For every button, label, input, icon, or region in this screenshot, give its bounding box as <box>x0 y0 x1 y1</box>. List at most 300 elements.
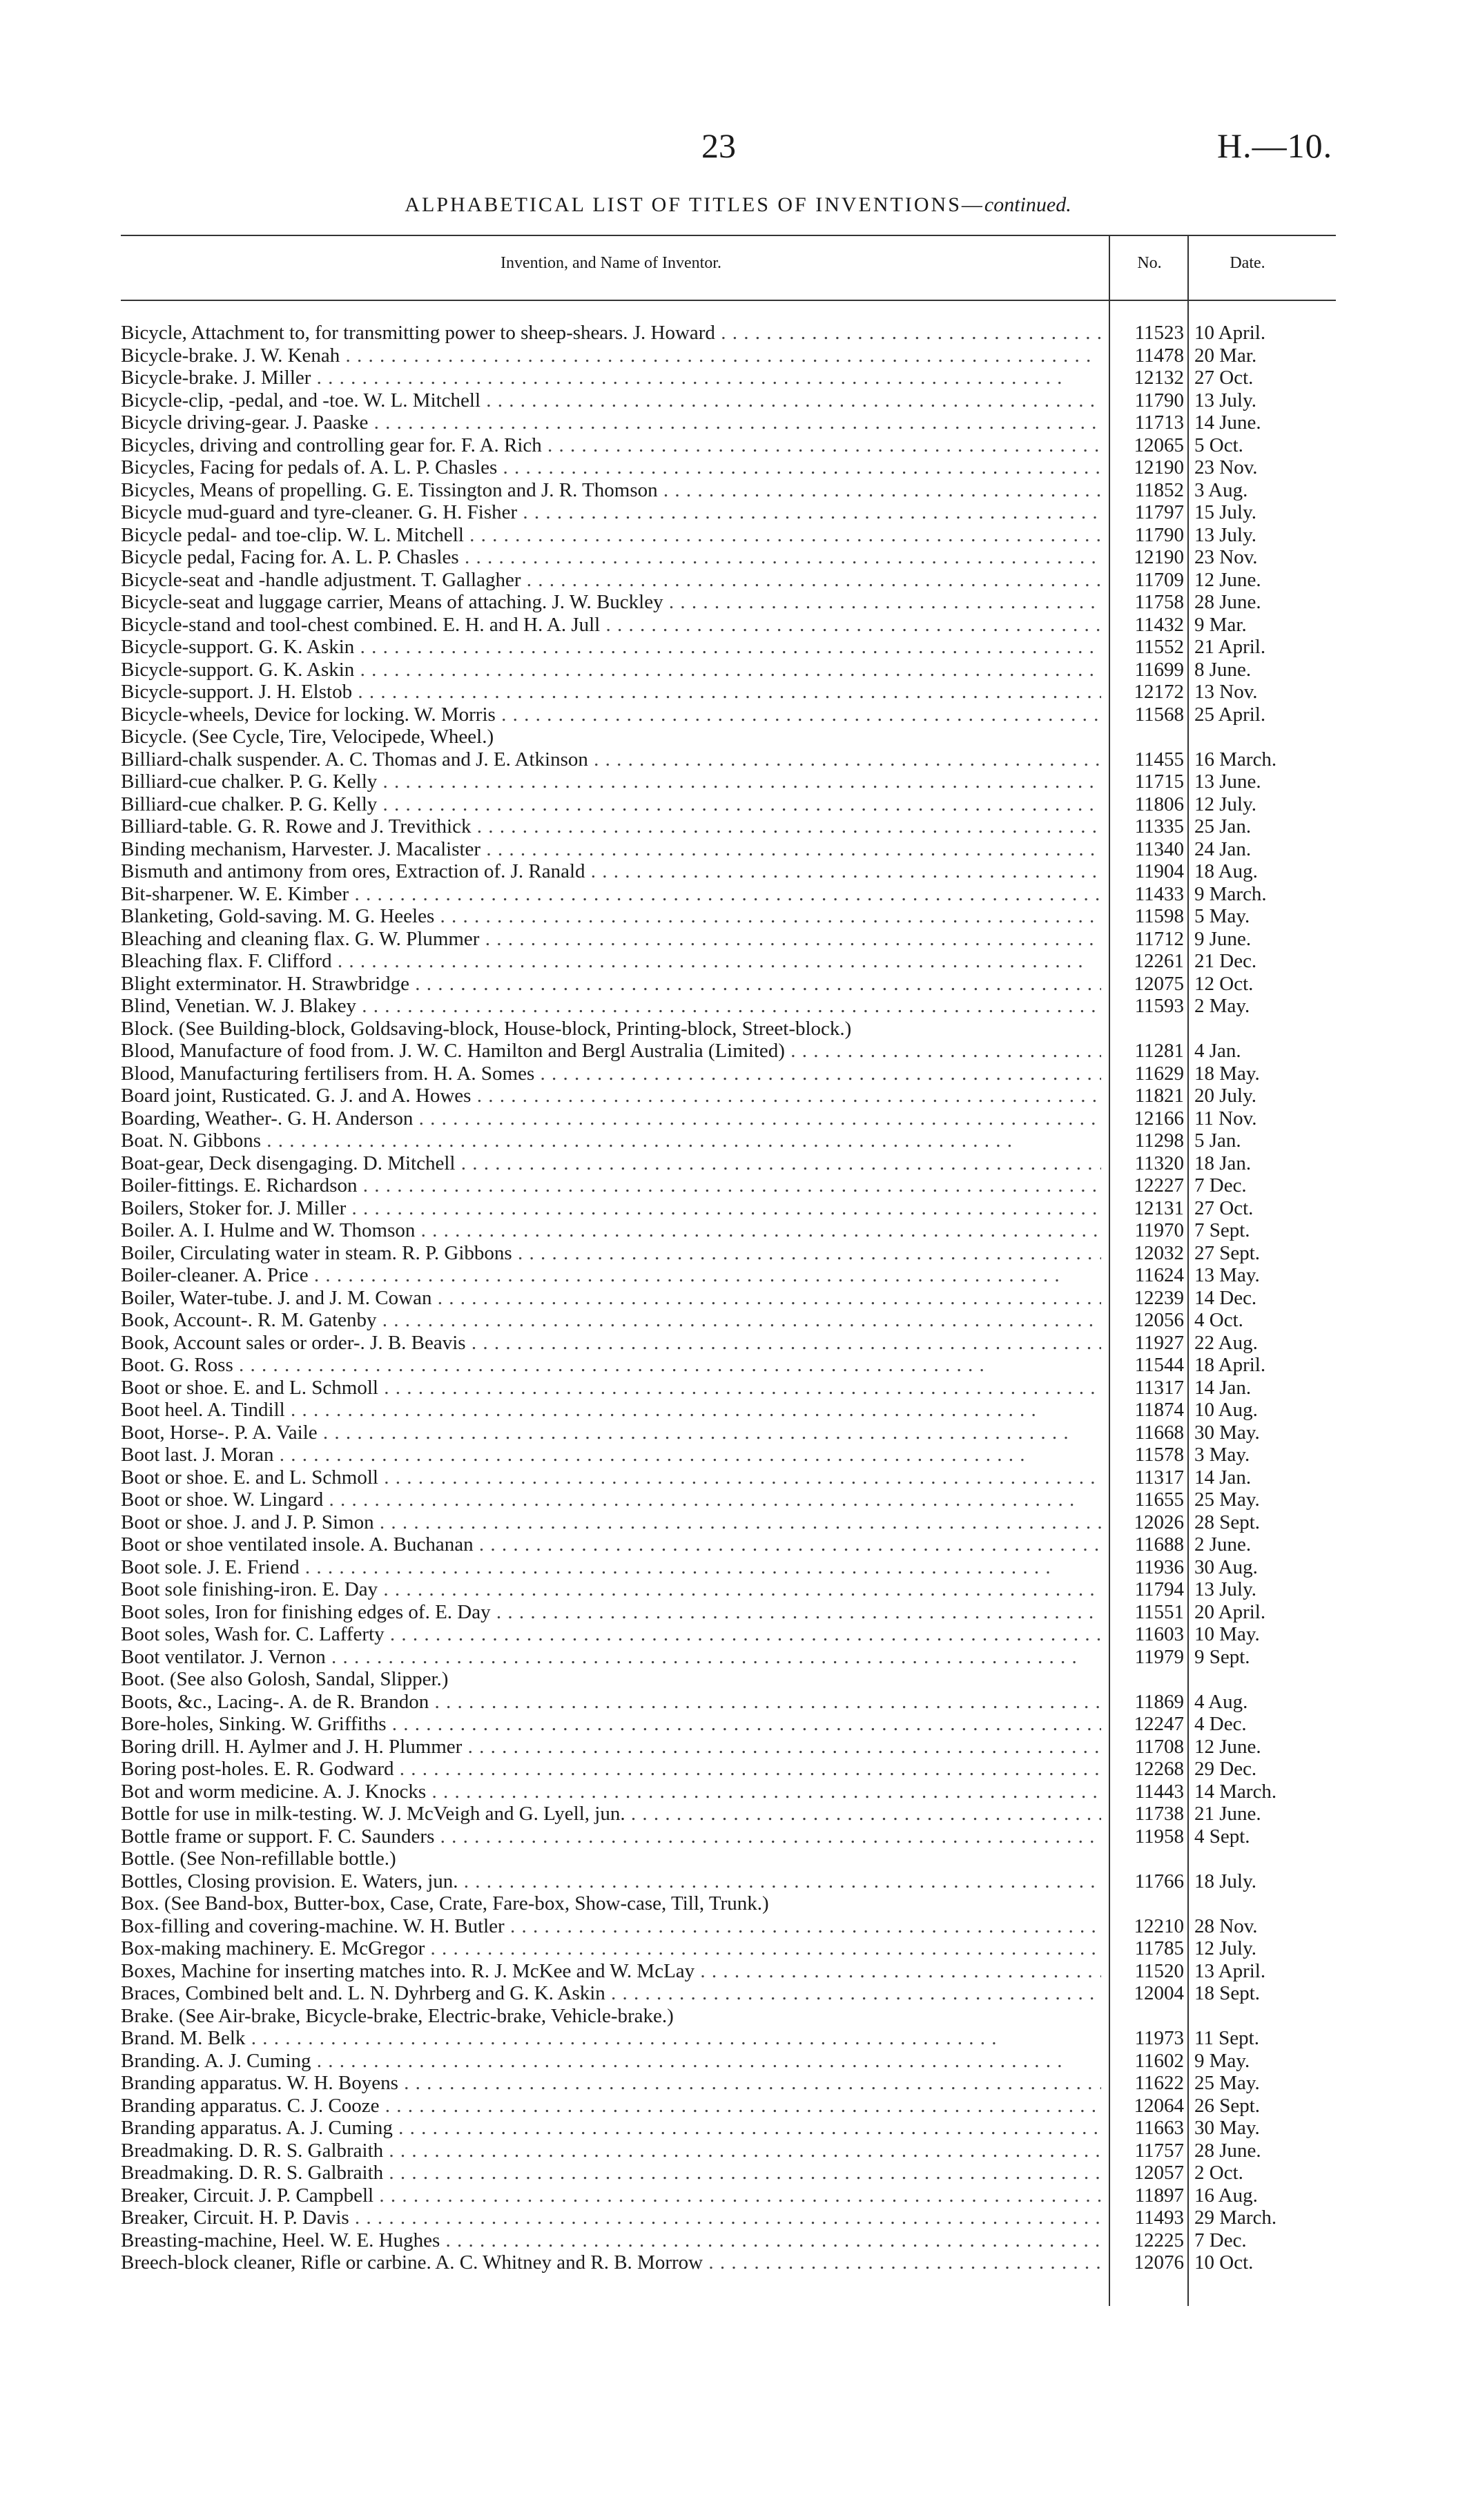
invention-date: 18 Aug. <box>1194 860 1258 882</box>
invention-date: 25 May. <box>1194 1489 1260 1511</box>
invention-title: Block. (See Building-block, Goldsaving-block, House-block, Printing-block, Street-block.) <box>121 1017 852 1040</box>
list-item <box>121 411 1336 434</box>
invention-number: 12190 <box>1134 456 1184 478</box>
list-item <box>121 1399 1336 1422</box>
invention-number: 11785 <box>1134 1937 1184 1959</box>
invention-number: 11551 <box>1134 1600 1184 1623</box>
list-item <box>121 1623 1336 1646</box>
invention-number: 11624 <box>1134 1264 1184 1286</box>
invention-number: 12065 <box>1134 434 1184 456</box>
invention-title: Boat. N. Gibbons . . <box>121 1130 1101 1152</box>
invention-date: 7 Dec. <box>1194 2229 1247 2251</box>
list-item <box>121 838 1336 861</box>
invention-number: 12032 <box>1134 1241 1184 1264</box>
invention-title: Boot sole finishing-iron. E. Day . . <box>121 1578 1101 1601</box>
list-item <box>121 1085 1336 1107</box>
invention-title: Bottles, Closing provision. E. Waters, jun. . . <box>121 1870 1101 1893</box>
invention-date: 8 June. <box>1194 658 1252 681</box>
list-item <box>121 1354 1336 1377</box>
invention-date: 5 Oct. <box>1194 434 1243 456</box>
invention-title: Boots, &c., Lacing-. A. de R. Brandon . . <box>121 1691 1101 1714</box>
invention-title: Binding mechanism, Harvester. J. Macalister . . <box>121 838 1101 861</box>
invention-number: 11715 <box>1134 770 1184 793</box>
list-item <box>121 2229 1336 2252</box>
list-item <box>121 434 1336 457</box>
invention-date: 13 July. <box>1194 1578 1256 1600</box>
list-item <box>121 1332 1336 1355</box>
list-item <box>121 793 1336 816</box>
list-item <box>121 2027 1336 2050</box>
list-item <box>121 2050 1336 2073</box>
list-item <box>121 659 1336 681</box>
invention-title: Bismuth and antimony from ores, Extraction of. J. Ranald . . <box>121 860 1101 883</box>
invention-date: 30 May. <box>1194 1421 1260 1444</box>
invention-number: 11298 <box>1134 1130 1184 1152</box>
list-item <box>121 1264 1336 1287</box>
invention-date: 20 April. <box>1194 1600 1266 1623</box>
invention-title: Blood, Manufacturing fertilisers from. H. A. Somes . . <box>121 1063 1101 1085</box>
list-item <box>121 1870 1336 1893</box>
invention-title: Bicycle, Attachment to, for transmitting power to sheep-shears. J. Howard . . <box>121 322 1101 345</box>
list-item <box>121 1466 1336 1489</box>
invention-title: Boilers, Stoker for. J. Miller . . <box>121 1197 1101 1220</box>
header-invention: Invention, and Name of Inventor. <box>501 254 721 272</box>
invention-date: 5 May. <box>1194 905 1250 927</box>
invention-date: 2 Oct. <box>1194 2162 1243 2184</box>
invention-title: Bicycle mud-guard and tyre-cleaner. G. H. Fisher . . <box>121 501 1101 524</box>
invention-title: Bore-holes, Sinking. W. Griffiths . . <box>121 1713 1101 1736</box>
invention-date: 5 Jan. <box>1194 1130 1241 1152</box>
invention-title: Boiler. A. I. Hulme and W. Thomson . . <box>121 1219 1101 1242</box>
document-reference: H.—10. <box>1217 126 1333 165</box>
invention-number: 11904 <box>1134 860 1184 882</box>
invention-number: 11478 <box>1134 344 1184 367</box>
invention-date: 28 June. <box>1194 591 1261 613</box>
invention-title: Branding apparatus. C. J. Cooze . . <box>121 2095 1101 2117</box>
invention-date: 16 March. <box>1194 748 1277 770</box>
invention-date: 28 June. <box>1194 2139 1261 2162</box>
list-item <box>121 501 1336 524</box>
list-title-main: ALPHABETICAL LIST OF TITLES OF INVENTIONS— <box>405 193 984 216</box>
list-item <box>121 1107 1336 1130</box>
invention-title: Bicycle-clip, -pedal, and -toe. W. L. Mitchell . . <box>121 389 1101 412</box>
invention-number: 11958 <box>1134 1825 1184 1848</box>
invention-date: 27 Oct. <box>1194 367 1254 389</box>
list-item <box>121 1982 1336 2005</box>
invention-number: 12172 <box>1134 681 1184 703</box>
invention-number: 11806 <box>1134 793 1184 815</box>
invention-title: Bit-sharpener. W. E. Kimber . . <box>121 883 1101 906</box>
invention-title: Boot or shoe. J. and J. P. Simon . . <box>121 1511 1101 1534</box>
invention-date: 28 Nov. <box>1194 1915 1258 1937</box>
invention-date: 18 Jan. <box>1194 1152 1252 1174</box>
invention-date: 10 Aug. <box>1194 1399 1258 1421</box>
list-title <box>0 193 1476 217</box>
invention-number: 11455 <box>1134 748 1184 770</box>
invention-title: Bicycle-stand and tool-chest combined. E. H. and H. A. Jull . . <box>121 614 1101 637</box>
invention-number: 12132 <box>1134 367 1184 389</box>
invention-number: 12190 <box>1134 546 1184 568</box>
invention-title: Boiler, Water-tube. J. and J. M. Cowan . . <box>121 1287 1101 1310</box>
invention-title: Blood, Manufacture of food from. J. W. C. Hamilton and Bergl Australia (Limited) . . <box>121 1040 1101 1063</box>
invention-number: 12004 <box>1134 1982 1184 2004</box>
invention-number: 11790 <box>1134 523 1184 546</box>
invention-number: 11738 <box>1134 1803 1184 1825</box>
invention-title: Box-filling and covering-machine. W. H. Butler . . <box>121 1915 1101 1938</box>
invention-title: Boot soles, Wash for. C. Lafferty . . <box>121 1623 1101 1646</box>
invention-title: Bicycle-brake. J. Miller . . <box>121 367 1101 389</box>
list-item <box>121 1287 1336 1310</box>
invention-date: 21 April. <box>1194 636 1266 658</box>
invention-date: 20 Mar. <box>1194 344 1257 367</box>
invention-date: 11 Nov. <box>1194 1107 1257 1130</box>
list-item <box>121 1152 1336 1175</box>
invention-title: Boiler, Circulating water in steam. R. P. Gibbons . . <box>121 1242 1101 1265</box>
invention-date: 29 Dec. <box>1194 1758 1257 1780</box>
invention-date: 24 Jan. <box>1194 837 1252 860</box>
invention-number: 11544 <box>1134 1354 1184 1376</box>
invention-date: 9 Mar. <box>1194 613 1247 636</box>
list-item <box>121 928 1336 951</box>
invention-title: Bleaching flax. F. Clifford . . <box>121 950 1101 973</box>
list-item <box>121 1915 1336 1938</box>
invention-title: Boat-gear, Deck disengaging. D. Mitchell . . <box>121 1152 1101 1175</box>
invention-number: 11281 <box>1134 1040 1184 1062</box>
invention-date: 30 Aug. <box>1194 1555 1258 1578</box>
invention-title: Bicycle-support. G. K. Askin . . <box>121 659 1101 681</box>
list-item <box>121 1691 1336 1714</box>
invention-number: 11493 <box>1134 2207 1184 2229</box>
invention-number: 11655 <box>1134 1489 1184 1511</box>
invention-number: 11520 <box>1134 1959 1184 1982</box>
invention-number: 11979 <box>1134 1645 1184 1668</box>
list-item <box>121 2072 1336 2095</box>
invention-number: 11699 <box>1134 658 1184 681</box>
list-item <box>121 860 1336 883</box>
invention-date: 22 Aug. <box>1194 1331 1258 1354</box>
list-item <box>121 569 1336 592</box>
list-item <box>121 1242 1336 1265</box>
list-item <box>121 614 1336 637</box>
invention-date: 25 Jan. <box>1194 815 1252 837</box>
invention-number: 11340 <box>1134 837 1184 860</box>
list-item <box>121 2184 1336 2207</box>
invention-title: Board joint, Rusticated. G. J. and A. Howes . . <box>121 1085 1101 1107</box>
list-item <box>121 1018 1336 1040</box>
invention-date: 9 March. <box>1194 882 1267 905</box>
invention-date: 13 May. <box>1194 1264 1260 1286</box>
invention-number: 11552 <box>1134 636 1184 658</box>
invention-date: 3 Aug. <box>1194 478 1248 501</box>
invention-number: 12261 <box>1134 950 1184 972</box>
invention-title: Breaker, Circuit. H. P. Davis . . <box>121 2207 1101 2229</box>
invention-title: Book, Account sales or order-. J. B. Beavis . . <box>121 1332 1101 1355</box>
invention-number: 11598 <box>1134 905 1184 927</box>
invention-number: 11523 <box>1134 322 1184 344</box>
invention-title: Boiler-cleaner. A. Price . . <box>121 1264 1101 1287</box>
invention-title: Bicycles, driving and controlling gear for. F. A. Rich . . <box>121 434 1101 457</box>
invention-title: Boot or shoe ventilated insole. A. Buchanan . . <box>121 1533 1101 1556</box>
invention-date: 18 May. <box>1194 1062 1260 1085</box>
invention-date: 7 Sept. <box>1194 1219 1250 1241</box>
invention-date: 4 Jan. <box>1194 1040 1241 1062</box>
invention-number: 12076 <box>1134 2251 1184 2274</box>
invention-number: 11708 <box>1134 1735 1184 1758</box>
invention-title: Boot last. J. Moran . . <box>121 1444 1101 1466</box>
list-item <box>121 1713 1336 1736</box>
invention-number: 11713 <box>1134 411 1184 434</box>
list-item <box>121 1309 1336 1332</box>
list-item <box>121 905 1336 928</box>
invention-date: 12 June. <box>1194 568 1261 591</box>
invention-date: 26 Sept. <box>1194 2094 1261 2117</box>
list-item <box>121 1063 1336 1085</box>
invention-date: 25 April. <box>1194 703 1266 726</box>
invention-title: Boring drill. H. Aylmer and J. H. Plummer . . <box>121 1736 1101 1758</box>
list-item <box>121 1668 1336 1691</box>
invention-date: 14 March. <box>1194 1780 1277 1803</box>
invention-title: Boot or shoe. W. Lingard . . <box>121 1489 1101 1511</box>
invention-number: 11668 <box>1134 1421 1184 1444</box>
invention-date: 27 Oct. <box>1194 1196 1254 1219</box>
list-item <box>121 2095 1336 2117</box>
list-item <box>121 973 1336 996</box>
header-number: No. <box>1137 254 1162 272</box>
invention-title: Box. (See Band-box, Butter-box, Case, Crate, Fare-box, Show-case, Till, Trunk.) <box>121 1892 769 1915</box>
inventions-list <box>121 322 1336 2274</box>
list-item <box>121 704 1336 726</box>
invention-number: 11712 <box>1134 927 1184 950</box>
invention-number: 11335 <box>1134 815 1184 837</box>
invention-title: Bottle frame or support. F. C. Saunders . . <box>121 1825 1101 1848</box>
list-item <box>121 1825 1336 1848</box>
header-date: Date. <box>1230 254 1265 272</box>
list-item <box>121 883 1336 906</box>
invention-title: Bot and worm medicine. A. J. Knocks . . <box>121 1781 1101 1803</box>
list-item <box>121 2207 1336 2229</box>
invention-number: 12064 <box>1134 2094 1184 2117</box>
invention-title: Bleaching and cleaning flax. G. W. Plummer . . <box>121 928 1101 951</box>
list-item <box>121 1960 1336 1983</box>
invention-date: 15 July. <box>1194 501 1256 523</box>
invention-title: Billiard-chalk suspender. A. C. Thomas and J. E. Atkinson . . <box>121 748 1101 771</box>
invention-title: Billiard-cue chalker. P. G. Kelly . . <box>121 793 1101 816</box>
invention-number: 11790 <box>1134 389 1184 411</box>
invention-date: 14 June. <box>1194 411 1261 434</box>
invention-title: Breasting-machine, Heel. W. E. Hughes . . <box>121 2229 1101 2252</box>
list-item <box>121 345 1336 367</box>
invention-number: 11578 <box>1134 1444 1184 1466</box>
list-item <box>121 1130 1336 1152</box>
invention-date: 4 Aug. <box>1194 1690 1248 1713</box>
list-item <box>121 1556 1336 1579</box>
invention-date: 12 July. <box>1194 1937 1256 1959</box>
invention-title: Bicycle-support. G. K. Askin . . <box>121 636 1101 659</box>
invention-number: 12210 <box>1134 1915 1184 1937</box>
invention-title: Bicycles, Means of propelling. G. E. Tissington and J. R. Thomson . . <box>121 479 1101 502</box>
invention-date: 12 Oct. <box>1194 972 1254 995</box>
invention-date: 18 July. <box>1194 1870 1256 1892</box>
invention-title: Blight exterminator. H. Strawbridge . . <box>121 973 1101 996</box>
invention-date: 14 Dec. <box>1194 1286 1257 1309</box>
invention-title: Boot heel. A. Tindill . . <box>121 1399 1101 1422</box>
invention-date: 10 May. <box>1194 1623 1260 1645</box>
invention-title: Box-making machinery. E. McGregor . . <box>121 1937 1101 1960</box>
invention-title: Breadmaking. D. R. S. Galbraith . . <box>121 2140 1101 2162</box>
invention-date: 10 April. <box>1194 322 1266 344</box>
invention-title: Bicycle. (See Cycle, Tire, Velocipede, Wheel.) <box>121 726 494 748</box>
invention-number: 11936 <box>1134 1555 1184 1578</box>
invention-date: 12 July. <box>1194 793 1256 815</box>
invention-date: 18 Sept. <box>1194 1982 1261 2004</box>
invention-date: 11 Sept. <box>1194 2027 1259 2049</box>
list-item <box>121 2140 1336 2162</box>
invention-title: Billiard-cue chalker. P. G. Kelly . . <box>121 770 1101 793</box>
list-item <box>121 389 1336 412</box>
invention-title: Book, Account-. R. M. Gatenby . . <box>121 1309 1101 1332</box>
list-item <box>121 950 1336 973</box>
list-item <box>121 367 1336 389</box>
list-item <box>121 1197 1336 1220</box>
invention-date: 28 Sept. <box>1194 1511 1261 1533</box>
invention-date: 7 Dec. <box>1194 1174 1247 1196</box>
invention-number: 11757 <box>1134 2139 1184 2162</box>
list-item <box>121 636 1336 659</box>
list-item <box>121 995 1336 1018</box>
invention-title: Bicycle pedal- and toe-clip. W. L. Mitchell . . <box>121 524 1101 547</box>
list-item <box>121 524 1336 547</box>
invention-title: Boot. (See also Golosh, Sandal, Slipper.) <box>121 1668 449 1690</box>
invention-title: Bicycle-wheels, Device for locking. W. Morris . . <box>121 704 1101 726</box>
list-item <box>121 2162 1336 2184</box>
invention-date: 29 March. <box>1194 2207 1277 2229</box>
invention-date: 4 Oct. <box>1194 1309 1243 1331</box>
invention-number: 11317 <box>1134 1466 1184 1489</box>
invention-date: 14 Jan. <box>1194 1376 1252 1399</box>
invention-number: 11869 <box>1134 1690 1184 1713</box>
list-item <box>121 1848 1336 1870</box>
invention-number: 12225 <box>1134 2229 1184 2251</box>
invention-date: 13 July. <box>1194 389 1256 411</box>
list-item <box>121 1444 1336 1466</box>
header-bottom-rule <box>121 300 1336 301</box>
list-item <box>121 815 1336 838</box>
invention-date: 2 May. <box>1194 995 1250 1017</box>
invention-number: 12026 <box>1134 1511 1184 1533</box>
list-item <box>121 1736 1336 1758</box>
list-item <box>121 2005 1336 2028</box>
invention-title: Branding. A. J. Cuming . . <box>121 2050 1101 2073</box>
invention-date: 30 May. <box>1194 2117 1260 2139</box>
invention-number: 11688 <box>1134 1533 1184 1555</box>
invention-title: Breadmaking. D. R. S. Galbraith . . <box>121 2162 1101 2184</box>
invention-number: 11970 <box>1134 1219 1184 1241</box>
invention-date: 14 Jan. <box>1194 1466 1252 1489</box>
invention-date: 16 Aug. <box>1194 2184 1258 2207</box>
invention-number: 11432 <box>1134 613 1184 636</box>
list-item <box>121 1219 1336 1242</box>
invention-title: Braces, Combined belt and. L. N. Dyhrberg and G. K. Askin . . <box>121 1982 1101 2005</box>
invention-title: Boot, Horse-. P. A. Vaile . . <box>121 1422 1101 1444</box>
header-top-rule <box>121 235 1336 236</box>
list-item <box>121 1758 1336 1781</box>
invention-title: Bottle. (See Non-refillable bottle.) <box>121 1848 396 1870</box>
invention-title: Branding apparatus. W. H. Boyens . . <box>121 2072 1101 2095</box>
list-item <box>121 1174 1336 1197</box>
invention-date: 4 Dec. <box>1194 1713 1247 1735</box>
list-item <box>121 1892 1336 1915</box>
invention-title: Boiler-fittings. E. Richardson . . <box>121 1174 1101 1197</box>
invention-title: Blind, Venetian. W. J. Blakey . . <box>121 995 1101 1018</box>
invention-date: 12 June. <box>1194 1735 1261 1758</box>
invention-title: Bicycles, Facing for pedals of. A. L. P. Chasles . . <box>121 456 1101 479</box>
list-item <box>121 1040 1336 1063</box>
list-item <box>121 1578 1336 1601</box>
invention-number: 11443 <box>1134 1780 1184 1803</box>
invention-date: 10 Oct. <box>1194 2251 1254 2274</box>
list-item <box>121 1601 1336 1624</box>
list-item <box>121 1489 1336 1511</box>
invention-number: 11709 <box>1134 568 1184 591</box>
list-item <box>121 1646 1336 1669</box>
invention-number: 11758 <box>1134 591 1184 613</box>
invention-date: 9 May. <box>1194 2049 1250 2072</box>
invention-number: 11973 <box>1134 2027 1184 2049</box>
invention-number: 11320 <box>1134 1152 1184 1174</box>
invention-date: 13 Nov. <box>1194 681 1258 703</box>
list-item <box>121 456 1336 479</box>
invention-number: 11603 <box>1134 1623 1184 1645</box>
invention-title: Boot sole. J. E. Friend . . <box>121 1556 1101 1579</box>
invention-title: Blanketing, Gold-saving. M. G. Heeles . . <box>121 905 1101 928</box>
invention-number: 12075 <box>1134 972 1184 995</box>
invention-title: Boot or shoe. E. and L. Schmoll . . <box>121 1377 1101 1399</box>
invention-title: Bicycle-brake. J. W. Kenah . . <box>121 345 1101 367</box>
invention-title: Bicycle driving-gear. J. Paaske . . <box>121 411 1101 434</box>
list-item <box>121 1781 1336 1803</box>
invention-number: 12056 <box>1134 1309 1184 1331</box>
invention-number: 11593 <box>1134 995 1184 1017</box>
invention-date: 3 May. <box>1194 1444 1250 1466</box>
invention-date: 21 Dec. <box>1194 950 1257 972</box>
invention-title: Boot ventilator. J. Vernon . . <box>121 1646 1101 1669</box>
invention-number: 11766 <box>1134 1870 1184 1892</box>
list-item <box>121 1377 1336 1399</box>
invention-title: Boring post-holes. E. R. Godward . . <box>121 1758 1101 1781</box>
invention-number: 12268 <box>1134 1758 1184 1780</box>
invention-number: 11629 <box>1134 1062 1184 1085</box>
invention-number: 11897 <box>1134 2184 1184 2207</box>
invention-date: 21 June. <box>1194 1803 1261 1825</box>
list-item <box>121 546 1336 569</box>
invention-date: 9 June. <box>1194 927 1252 950</box>
invention-title: Bicycle pedal, Facing for. A. L. P. Chasles . . <box>121 546 1101 569</box>
list-item <box>121 1511 1336 1534</box>
invention-date: 25 May. <box>1194 2072 1260 2094</box>
invention-date: 9 Sept. <box>1194 1645 1250 1668</box>
list-item <box>121 322 1336 345</box>
invention-title: Bicycle-seat and luggage carrier, Means of attaching. J. W. Buckley . . <box>121 591 1101 614</box>
invention-date: 23 Nov. <box>1194 546 1258 568</box>
page-number: 23 <box>701 126 736 165</box>
invention-number: 11874 <box>1134 1399 1184 1421</box>
invention-number: 12227 <box>1134 1174 1184 1196</box>
list-item <box>121 726 1336 748</box>
invention-number: 11317 <box>1134 1376 1184 1399</box>
invention-title: Brake. (See Air-brake, Bicycle-brake, Electric-brake, Vehicle-brake.) <box>121 2004 674 2027</box>
list-item <box>121 479 1336 502</box>
list-item <box>121 1803 1336 1825</box>
